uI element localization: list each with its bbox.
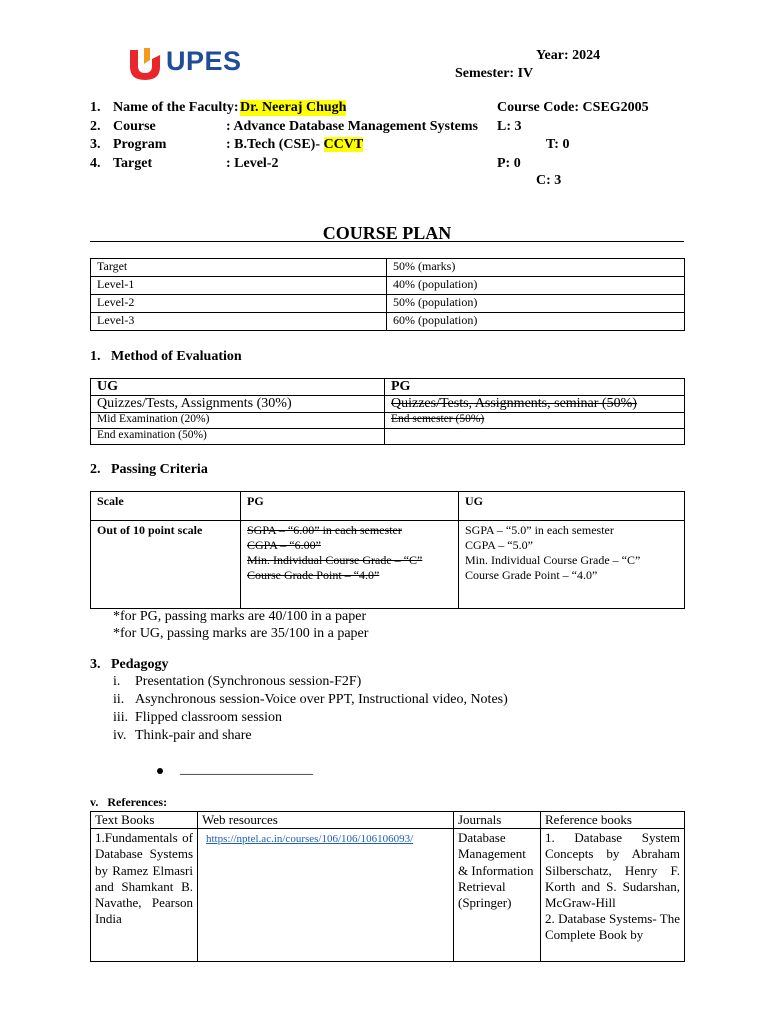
title-rule xyxy=(90,241,684,242)
pedagogy-num: iv. xyxy=(113,728,127,743)
table-cell: End semester (50%) xyxy=(385,413,685,429)
blank-line: ___________________ xyxy=(180,762,313,777)
ug-header: UG xyxy=(91,379,385,396)
ug-header: UG xyxy=(459,492,685,521)
text-books-header: Text Books xyxy=(91,812,198,829)
credit-l: L: 3 xyxy=(497,119,522,134)
table-cell: 60% (population) xyxy=(387,313,685,331)
journals-cell: Database Management & Information Retrieval (Springer) xyxy=(454,829,541,962)
table-row xyxy=(91,379,685,396)
passing-table xyxy=(90,491,685,609)
references-table xyxy=(90,811,685,962)
pedagogy-item: Presentation (Synchronous session-F2F) xyxy=(135,674,362,689)
table-cell: End examination (50%) xyxy=(91,429,385,445)
nptel-link[interactable]: https://nptel.ac.in/courses/106/106/106106093/ xyxy=(206,833,414,846)
target-table xyxy=(90,258,685,331)
reference-book-1: 1. Database System Concepts by Abraham Silberschatz, Henry F. Korth and S. Sudarshan, McGraw-Hill xyxy=(545,830,680,911)
program-highlight: CCVT xyxy=(323,137,364,152)
credit-p: P: 0 xyxy=(497,156,521,171)
upes-logo-icon xyxy=(128,46,162,82)
course-label: Course xyxy=(113,119,156,134)
table-row xyxy=(91,492,685,521)
passing-heading: 2. Passing Criteria xyxy=(90,462,208,477)
references-heading: v. References: xyxy=(90,795,168,809)
reference-book-2: 2. Database Systems- The Complete Book by xyxy=(545,911,680,943)
table-cell: Level-3 xyxy=(91,313,387,331)
table-row xyxy=(91,259,685,277)
info-num-2: 2. xyxy=(90,119,101,134)
table-row xyxy=(91,829,685,962)
web-resources-header: Web resources xyxy=(198,812,454,829)
semester-label: Semester: IV xyxy=(455,66,534,81)
table-row xyxy=(91,313,685,331)
table-row xyxy=(91,277,685,295)
table-row xyxy=(91,429,685,445)
table-cell: Quizzes/Tests, Assignments, seminar (50%) xyxy=(385,396,685,413)
reference-books-cell xyxy=(541,829,685,962)
table-row xyxy=(91,521,685,609)
pedagogy-item: Asynchronous session-Voice over PPT, Instructional video, Notes) xyxy=(135,692,508,707)
program-value: : B.Tech (CSE)- CCVT xyxy=(226,137,364,152)
pedagogy-num: ii. xyxy=(113,692,125,707)
ug-criteria-line: Course Grade Point – “4.0” xyxy=(465,568,598,582)
info-num-1: 1. xyxy=(90,100,101,115)
faculty-name: Dr. Neeraj Chugh xyxy=(240,100,347,115)
course-value: : Advance Database Management Systems xyxy=(226,119,478,134)
ug-criteria-line: Min. Individual Course Grade – “C” xyxy=(465,553,641,567)
scale-cell: Out of 10 point scale xyxy=(91,521,241,609)
table-row xyxy=(91,295,685,313)
table-cell: 40% (population) xyxy=(387,277,685,295)
program-label: Program xyxy=(113,137,167,152)
brand-name: UPES xyxy=(166,46,242,76)
pedagogy-item: Think-pair and share xyxy=(135,728,252,743)
text-books-cell: 1.Fundamentals of Database Systems by Ramez Elmasri and Shamkant B. Navathe, Pearson India xyxy=(91,829,198,962)
table-cell: 50% (population) xyxy=(387,295,685,313)
year-label: Year: 2024 xyxy=(536,48,601,63)
pedagogy-item: Flipped classroom session xyxy=(135,710,282,725)
pg-criteria-line: SGPA – “6.00” in each semester xyxy=(247,523,402,537)
pg-criteria-line: Course Grade Point – “4.0” xyxy=(247,568,380,582)
pedagogy-num: i. xyxy=(113,674,121,689)
ug-criteria-line: SGPA – “5.0” in each semester xyxy=(465,523,614,537)
table-cell: Target xyxy=(91,259,387,277)
table-cell: Level-1 xyxy=(91,277,387,295)
pg-header: PG xyxy=(241,492,459,521)
pg-header: PG xyxy=(385,379,685,396)
evaluation-table xyxy=(90,378,685,445)
credit-t: T: 0 xyxy=(546,137,570,152)
table-row xyxy=(91,413,685,429)
pedagogy-heading: 3. Pedagogy xyxy=(90,657,169,672)
faculty-label: Name of the Faculty: xyxy=(113,100,239,115)
info-num-3: 3. xyxy=(90,137,101,152)
web-resources-cell xyxy=(198,829,454,962)
course-code: Course Code: CSEG2005 xyxy=(497,100,649,115)
pg-criteria-line: Min. Individual Course Grade – “C” xyxy=(247,553,423,567)
journals-header: Journals xyxy=(454,812,541,829)
bullet-icon xyxy=(157,768,163,774)
table-row xyxy=(91,812,685,829)
pg-criteria xyxy=(241,521,459,609)
ug-criteria xyxy=(459,521,685,609)
table-cell xyxy=(385,429,685,445)
table-cell: Level-2 xyxy=(91,295,387,313)
pg-criteria-line: CGPA – “6.00” xyxy=(247,538,321,552)
target-value: : Level-2 xyxy=(226,156,279,171)
target-label: Target xyxy=(113,156,153,171)
ug-note: *for UG, passing marks are 35/100 in a paper xyxy=(113,626,369,641)
evaluation-heading: 1. Method of Evaluation xyxy=(90,349,242,364)
page-title: COURSE PLAN xyxy=(322,223,452,243)
pg-note: *for PG, passing marks are 40/100 in a paper xyxy=(113,609,367,624)
table-row xyxy=(91,396,685,413)
pedagogy-num: iii. xyxy=(113,710,129,725)
reference-books-header: Reference books xyxy=(541,812,685,829)
table-cell: 50% (marks) xyxy=(387,259,685,277)
credit-c: C: 3 xyxy=(536,173,562,188)
table-cell: Quizzes/Tests, Assignments (30%) xyxy=(91,396,385,413)
scale-header: Scale xyxy=(91,492,241,521)
info-num-4: 4. xyxy=(90,156,101,171)
ug-criteria-line: CGPA – “5.0” xyxy=(465,538,533,552)
table-cell: Mid Examination (20%) xyxy=(91,413,385,429)
